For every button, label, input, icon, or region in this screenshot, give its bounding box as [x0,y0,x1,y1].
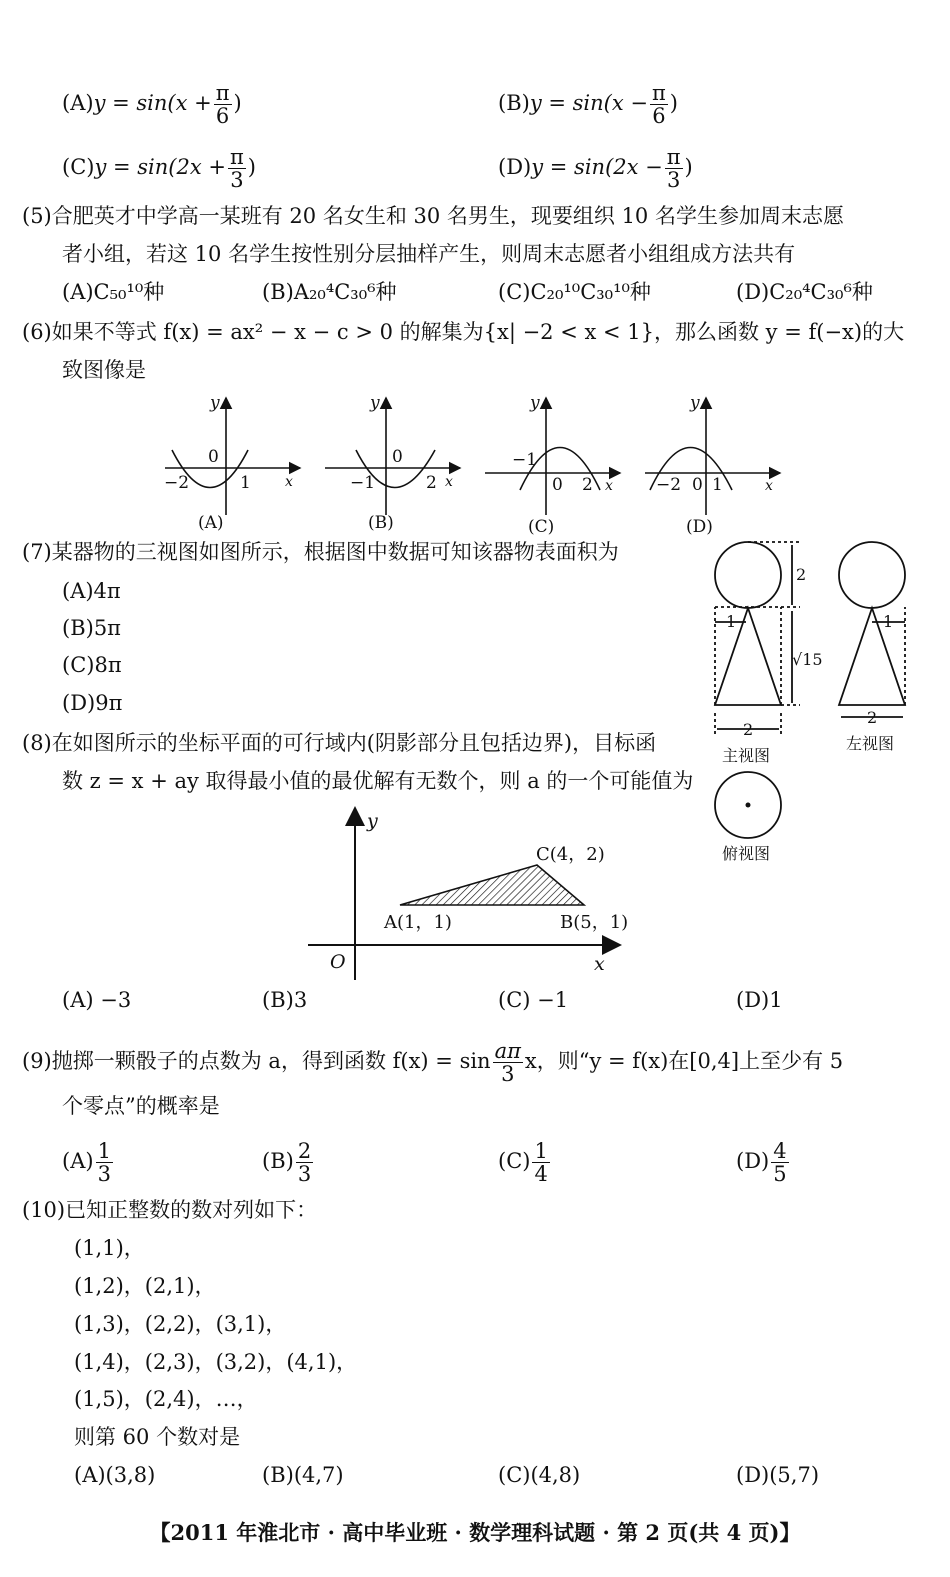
frac-num: 1 [534,1139,548,1163]
fraction [532,1140,549,1185]
q4-option-b [498,82,678,127]
q10-option-a: (A)(3,8) [74,1463,156,1487]
frac-den: 6 [652,104,666,128]
q10-row: (1,2)，(2,1)， [74,1274,216,1298]
point-label: A(1，1) [384,912,452,933]
frac-den: 3 [666,168,681,192]
tick-label: −1 [350,473,376,493]
fraction [214,82,232,127]
q10-row: (1,1)， [74,1236,145,1260]
option-text: ) [669,91,678,115]
frac-num: 4 [773,1139,787,1163]
q7-option-c: (C)8π [62,653,122,677]
graph-label: (A) [198,513,224,533]
tick-label: 2 [582,475,593,495]
stem-text: x，则“y = f(x)在[0,4]上至少有 5 [524,1049,844,1073]
q8-option-c: (C) −1 [498,988,569,1012]
axis-label: x [594,953,605,975]
q8-option-d: (D)1 [736,988,783,1012]
q10-option-b: (B)(4,7) [262,1463,344,1487]
shaded-triangle [400,865,584,905]
fraction [296,1140,313,1185]
option-text: y = sin(2x + [94,155,226,179]
frac-den: 3 [230,168,244,192]
tick-label: −2 [164,473,190,493]
axis-label: y [690,393,700,413]
option-label: (D) [498,155,532,179]
dimension-label: 1 [883,612,894,631]
option-text: ) [684,155,693,179]
frac-den: 3 [297,1162,312,1186]
graph-label: (D) [686,517,713,537]
option-label: (B) [498,91,530,115]
option-label: (B) [262,1149,294,1173]
frac-den: 4 [534,1162,548,1186]
q9-option-c [498,1140,552,1185]
option-label: (C) [498,1149,531,1173]
q9-stem-line2: 个零点”的概率是 [62,1094,220,1118]
tick-label: 0 [552,475,563,495]
q10-stem: (10)已知正整数的数对列如下： [22,1198,318,1222]
view-caption: 俯视图 [722,844,771,863]
option-text: ) [247,155,256,179]
tick-label: 1 [240,473,251,493]
dimension-label: 2 [867,708,878,727]
q10-ask: 则第 60 个数对是 [74,1425,241,1449]
frac-num: π [651,81,666,105]
option-text: ) [233,91,242,115]
axis-label: y [210,393,220,413]
q8-option-b: (B)3 [262,988,308,1012]
fraction [96,1140,113,1185]
q10-row: (1,3)，(2,2)，(3,1)， [74,1312,287,1336]
axis-label: y [370,393,380,413]
q10-option-c: (C)(4,8) [498,1463,581,1487]
frac-num: π [215,81,230,105]
option-text: y = sin(2x − [531,155,663,179]
q4-option-a [62,82,242,127]
q9-option-a [62,1140,115,1185]
frac-den: 3 [501,1062,515,1086]
graph-label: (B) [368,513,394,533]
q8-stem-line2: 数 z = x + ay 取得最小值的最优解有无数个，则 a 的一个可能值为 [62,769,694,793]
option-label: (A) [62,91,94,115]
q5-stem-line1: (5)合肥英才中学高一某班有 20 名女生和 30 名男生，现要组织 10 名学生参加周末志愿 [22,204,844,228]
q4-option-d [498,146,693,191]
center-dot [746,803,751,808]
tick-label: 0 [392,447,403,467]
q4-option-c [62,146,256,191]
q9-option-d [736,1140,791,1185]
axis-label: x [605,478,613,494]
fraction [493,1040,523,1085]
frac-den: 6 [215,104,230,128]
stem-text: (9)抛掷一颗骰子的点数为 a，得到函数 f(x) = sin [22,1049,491,1073]
view-caption: 左视图 [846,734,895,753]
tick-label: 2 [426,473,437,493]
frac-num: π [666,145,681,169]
q8-stem-line1: (8)在如图所示的坐标平面的可行域内(阴影部分且包括边界)，目标函 [22,731,657,755]
axis-label: x [285,474,293,490]
point-label: C(4，2) [536,844,605,865]
tick-label: 0 [208,447,219,467]
fraction [665,146,683,191]
dimension-label: √15 [792,650,823,669]
q7-three-views [700,535,940,870]
frac-num: aπ [494,1039,521,1063]
option-label: (C) [62,155,95,179]
dimension-label: 2 [796,565,807,584]
q5-option-b: (B)A₂₀⁴C₃₀⁶种 [262,280,397,304]
frac-den: 5 [773,1162,787,1186]
frac-num: π [229,145,244,169]
q10-row: (1,4)，(2,3)，(3,2)，(4,1)， [74,1350,358,1374]
option-label: (D) [736,1149,770,1173]
tick-label: −1 [512,450,538,470]
q5-option-c: (C)C₂₀¹⁰C₃₀¹⁰种 [498,280,651,304]
axis-label: y [367,810,378,832]
origin-label: O [330,951,346,973]
tick-label: 1 [712,475,723,495]
axis-label: x [765,478,773,494]
tick-label: −2 [656,475,682,495]
dimension-label: 2 [743,720,754,739]
q7-option-b: (B)5π [62,616,121,640]
option-text: y = sin(x − [529,91,648,115]
dimension-label: 1 [726,612,737,631]
frac-num: 2 [297,1139,312,1163]
q6-stem-line1: (6)如果不等式 f(x) = ax² − x − c > 0 的解集为{x| −2 < x < 1}，那么函数 y = f(−x)的大 [22,320,905,344]
q7-stem: (7)某器物的三视图如图所示，根据图中数据可知该器物表面积为 [22,540,619,564]
frac-den: 3 [97,1162,111,1186]
option-label: (A) [62,1149,94,1173]
q10-row: (1,5)，(2,4)，…， [74,1387,258,1411]
q5-stem-line2: 者小组，若这 10 名学生按性别分层抽样产生，则周末志愿者小组组成方法共有 [62,242,796,266]
graph-label: (C) [528,517,555,537]
frac-num: 1 [97,1139,111,1163]
q9-stem-line1 [22,1040,843,1085]
q5-option-a: (A)C₅₀¹⁰种 [62,280,165,304]
q10-option-d: (D)(5,7) [736,1463,820,1487]
tick-label: 0 [692,475,703,495]
q5-option-d: (D)C₂₀⁴C₃₀⁶种 [736,280,873,304]
q6-stem-line2: 致图像是 [62,358,146,382]
q7-option-d: (D)9π [62,691,123,715]
view-caption: 主视图 [722,746,771,765]
fraction [228,146,246,191]
point-label: B(5，1) [560,912,629,933]
axis-label: x [445,474,453,490]
option-text: y = sin(x + [93,91,212,115]
q7-option-a: (A)4π [62,579,121,603]
axis-label: y [530,393,540,413]
q8-feasible-region [300,800,640,985]
fraction [650,82,668,127]
q8-option-a: (A) −3 [62,988,132,1012]
fraction [771,1140,788,1185]
q9-option-b [262,1140,315,1185]
page-footer: 【2011 年淮北市 · 高中毕业班 · 数学理科试题 · 第 2 页(共 4 页)】 [149,1520,801,1545]
q6-graphs [150,390,790,540]
